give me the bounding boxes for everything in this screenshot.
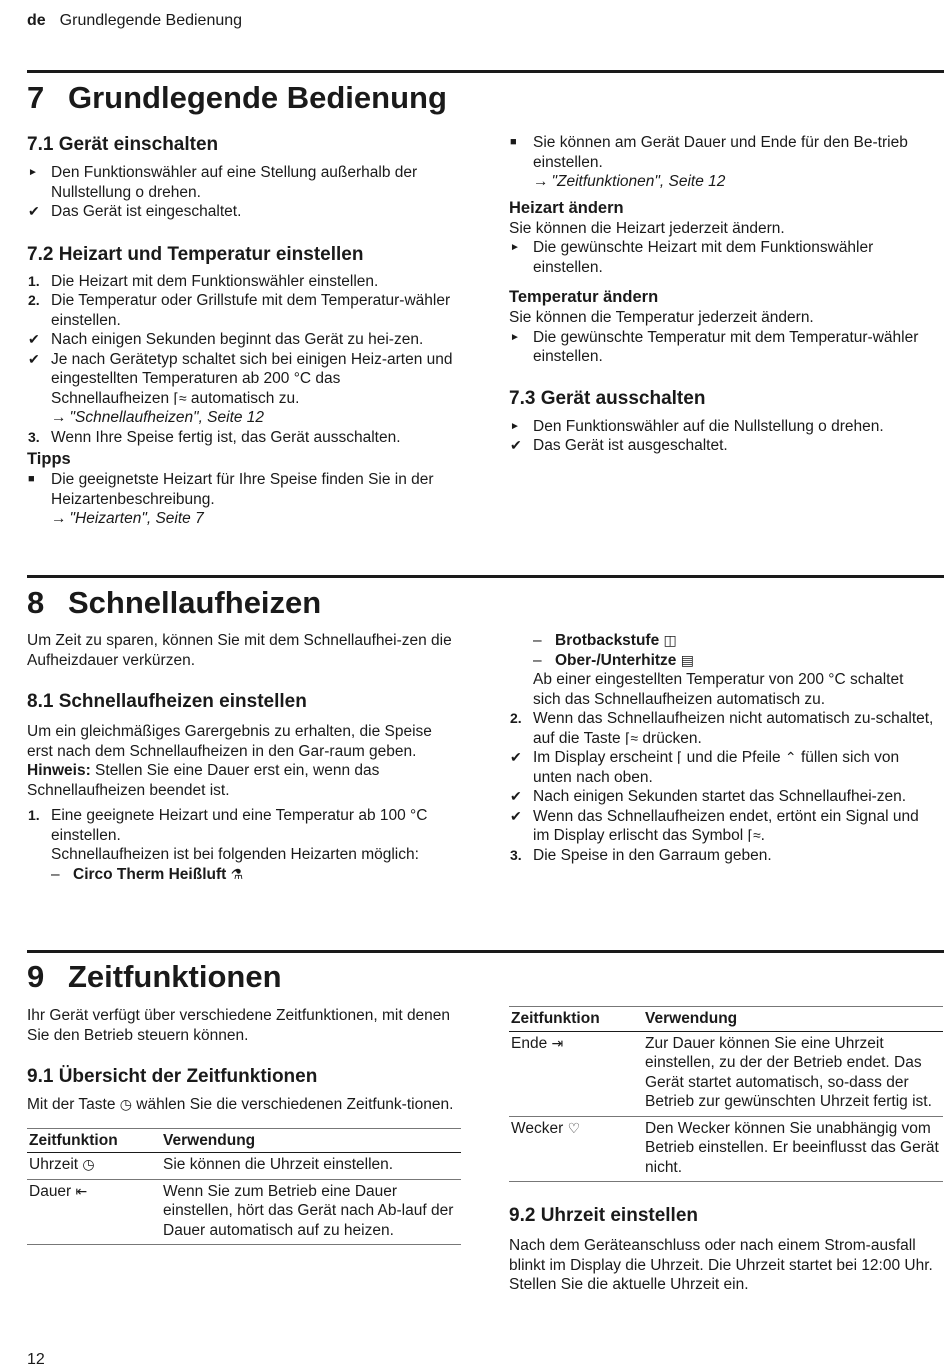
heading-7-1: 7.1 Gerät einschalten: [27, 134, 219, 155]
bread-icon: ◫: [663, 632, 677, 648]
cross-reference: → "Heizarten", Seite 7: [51, 510, 204, 527]
table-cell: Dauer ⇤: [27, 1179, 161, 1245]
list-8-1: [27, 806, 457, 865]
list-heizart: [509, 238, 934, 277]
clock-icon: ◷: [119, 1096, 132, 1112]
list-7-2: [27, 272, 457, 448]
thermometer-icon: ⌈: [676, 749, 683, 765]
table-cell: Zur Dauer können Sie eine Uhrzeit einstellen, zu der der Betrieb endet. Das Gerät startet automatisch, so-dass der Betrieb zur gewünschten Uhrzeit fertig ist.: [643, 1031, 943, 1116]
list-item: ✔ Nach einigen Sekunden startet das Schnellaufhei-zen.: [510, 788, 907, 805]
paragraph: Mit der Taste ◷ wählen Sie die verschiedenen Zeitfunk-tionen.: [27, 1096, 454, 1113]
paragraph: Ab einer eingestellten Temperatur von 200 °C schaltet sich das Schnellaufheizen automatisch zu.: [533, 671, 904, 708]
heading-9-2: 9.2 Uhrzeit einstellen: [509, 1205, 699, 1226]
table-row: [27, 1153, 461, 1180]
list-item: 3. Wenn Ihre Speise fertig ist, das Gerät ausschalten.: [28, 428, 401, 446]
list-item: ✔ Wenn das Schnellaufheizen endet, ertönt ein Signal und im Display erlischt das Symbol ⌈≈.: [510, 807, 919, 844]
rapid-heat-icon: ⌈≈: [624, 729, 639, 746]
tips-heading: Tipps: [27, 450, 71, 468]
paragraph: Sie können die Heizart jederzeit ändern.: [509, 219, 785, 237]
table-cell: Den Wecker können Sie unabhängig vom Betrieb einstellen. Er beeinflusst das Gerät nicht.: [643, 1116, 943, 1182]
list-item: ✔ Im Display erscheint ⌈ und die Pfeile ⌃ füllen sich von unten nach oben.: [510, 749, 900, 786]
paragraph: Ihr Gerät verfügt über verschiedene Zeitfunktionen, mit denen Sie den Betrieb steuern können.: [27, 1007, 451, 1044]
time-functions-table: [27, 1128, 461, 1246]
running-header: [27, 11, 242, 31]
clock-icon: ◷: [82, 1156, 95, 1172]
fan-icon: ⚗: [230, 865, 244, 882]
duration-icon: ⇤: [75, 1182, 88, 1199]
arrows-icon: ⌃: [784, 749, 797, 765]
list-item: ■ Die geeignetste Heizart für Ihre Speise finden Sie in der Heizartenbeschreibung. → "Heizarten", Seite 7: [28, 471, 434, 527]
heating-mode-item: – Circo Therm Heißluft ⚗: [51, 865, 244, 883]
language-code: de: [27, 12, 46, 29]
heading-7-3: 7.3 Gerät ausschalten: [509, 387, 706, 409]
section-7-title: 7 Grundlegende Bedienung: [27, 80, 447, 115]
table-row: [27, 1179, 461, 1245]
heating-mode-item: – Ober-/Unterhitze ▤: [533, 651, 694, 669]
cross-reference: → "Zeitfunktionen", Seite 12: [533, 173, 726, 190]
section-8-title: 8 Schnellaufheizen: [27, 585, 322, 620]
list-item: 1. Die Heizart mit dem Funktionswähler einstellen.: [28, 272, 379, 290]
section-rule: [27, 950, 944, 953]
time-functions-table-cont: [509, 1006, 943, 1182]
list-item: ► Die gewünschte Heizart mit dem Funktionswähler einstellen.: [510, 239, 874, 276]
column-header: Verwendung: [643, 1007, 943, 1032]
paragraph: Um Zeit zu sparen, können Sie mit dem Schnellaufhei-zen die Aufheizdauer verkürzen.: [27, 632, 452, 669]
list-item: ✔ Das Gerät ist ausgeschaltet.: [510, 437, 728, 454]
heading-8-1: 8.1 Schnellaufheizen einstellen: [27, 691, 307, 712]
end-icon: ⇥: [551, 1034, 564, 1051]
heading-temperatur: Temperatur ändern: [509, 288, 659, 306]
section-rule: [27, 70, 944, 73]
heading-heizart: Heizart ändern: [509, 198, 624, 217]
top-bottom-heat-icon: ▤: [680, 651, 694, 668]
list-7-3: [509, 417, 934, 456]
list-item: 3. Die Speise in den Garraum geben.: [510, 846, 772, 864]
hint-paragraph: Hinweis: Stellen Sie eine Dauer erst ein, wenn das Schnellaufheizen beendet ist.: [27, 762, 380, 799]
table-cell: Wecker ♡: [509, 1116, 643, 1182]
section-8-right: [509, 631, 934, 865]
heating-mode-item: – Brotbackstufe ◫: [533, 632, 677, 649]
heading-9-1: 9.1 Übersicht der Zeitfunktionen: [27, 1066, 318, 1087]
column-header: Zeitfunktion: [27, 1128, 161, 1153]
section-rule: [27, 575, 944, 578]
tips-list-cont: [509, 133, 934, 192]
list-item: 2. Wenn das Schnellaufheizen nicht automatisch zu-schaltet, auf die Taste ⌈≈ drücken.: [510, 710, 934, 747]
paragraph: Nach dem Geräteanschluss oder nach einem Strom-ausfall blinkt im Display die Uhrzeit. Die Uhrzeit startet bei 12:00 Uhr. Stellen Sie die aktuelle Uhrzeit ein.: [509, 1237, 933, 1293]
section-8-left: [27, 631, 457, 884]
list-item: ► Den Funktionswähler auf eine Stellung außerhalb der Nullstellung o drehen.: [28, 164, 418, 201]
section-7-left: [27, 133, 457, 529]
heading-7-2: 7.2 Heizart und Temperatur einstellen: [27, 243, 364, 265]
table-cell: Ende ⇥: [509, 1031, 643, 1116]
cross-reference: → "Schnellaufheizen", Seite 12: [51, 409, 265, 426]
table-header-row: [27, 1128, 461, 1153]
column-header: Verwendung: [161, 1128, 461, 1153]
list-item: ✔ Das Gerät ist eingeschaltet.: [28, 203, 242, 220]
table-cell: Uhrzeit ◷: [27, 1153, 161, 1180]
table-row: [509, 1116, 943, 1182]
table-cell: Wenn Sie zum Betrieb eine Dauer einstellen, hört das Gerät nach Ab-lauf der Dauer automatisch auf zu heizen.: [161, 1179, 461, 1245]
list-8-1-cont: [509, 709, 934, 865]
header-title: Grundlegende Bedienung: [59, 12, 243, 29]
rapid-heat-icon: ⌈≈: [173, 389, 187, 406]
list-temperatur: [509, 328, 934, 367]
table-cell: Sie können die Uhrzeit einstellen.: [161, 1153, 461, 1180]
column-header: Zeitfunktion: [509, 1007, 643, 1032]
list-item: ✔ Nach einigen Sekunden beginnt das Gerät zu hei-zen.: [28, 331, 424, 348]
section-9-left: [27, 1006, 461, 1245]
page-number: 12: [27, 1351, 45, 1368]
bell-icon: ♡: [567, 1119, 581, 1136]
paragraph: Sie können die Temperatur jederzeit ändern.: [509, 309, 814, 326]
table-row: [509, 1031, 943, 1116]
list-7-1: [27, 163, 457, 222]
rapid-heat-icon: ⌈≈: [747, 827, 761, 843]
list-item: ► Die gewünschte Temperatur mit dem Temperatur-wähler einstellen.: [510, 328, 919, 365]
tips-list: [27, 470, 457, 529]
list-item: ■ Sie können am Gerät Dauer und Ende für den Be-trieb einstellen. → "Zeitfunktionen", Seite 12: [510, 134, 908, 190]
list-item: ✔ Je nach Gerätetyp schaltet sich bei einigen Heiz-arten und eingestellten Temperaturen ab 200 °C das Schnellaufheizen ⌈≈ automatisch zu. → "Schnellaufheizen", Seite 12: [28, 350, 453, 426]
list-item: 2. Die Temperatur oder Grillstufe mit dem Temperatur-wähler einstellen.: [28, 292, 451, 329]
list-item: ► Den Funktionswähler auf die Nullstellung o drehen.: [510, 417, 884, 435]
section-7-right: [509, 133, 934, 456]
table-header-row: [509, 1007, 943, 1032]
section-9-right: [509, 1006, 943, 1295]
list-item: 1. Eine geeignete Heizart und eine Temperatur ab 100 °C einstellen. Schnellaufheizen ist bei folgenden Heizarten möglich:: [28, 807, 428, 863]
paragraph: Um ein gleichmäßiges Garergebnis zu erhalten, die Speise erst nach dem Schnellaufheizen in den Gar-raum geben.: [27, 723, 432, 760]
section-9-title: 9 Zeitfunktionen: [27, 959, 282, 994]
